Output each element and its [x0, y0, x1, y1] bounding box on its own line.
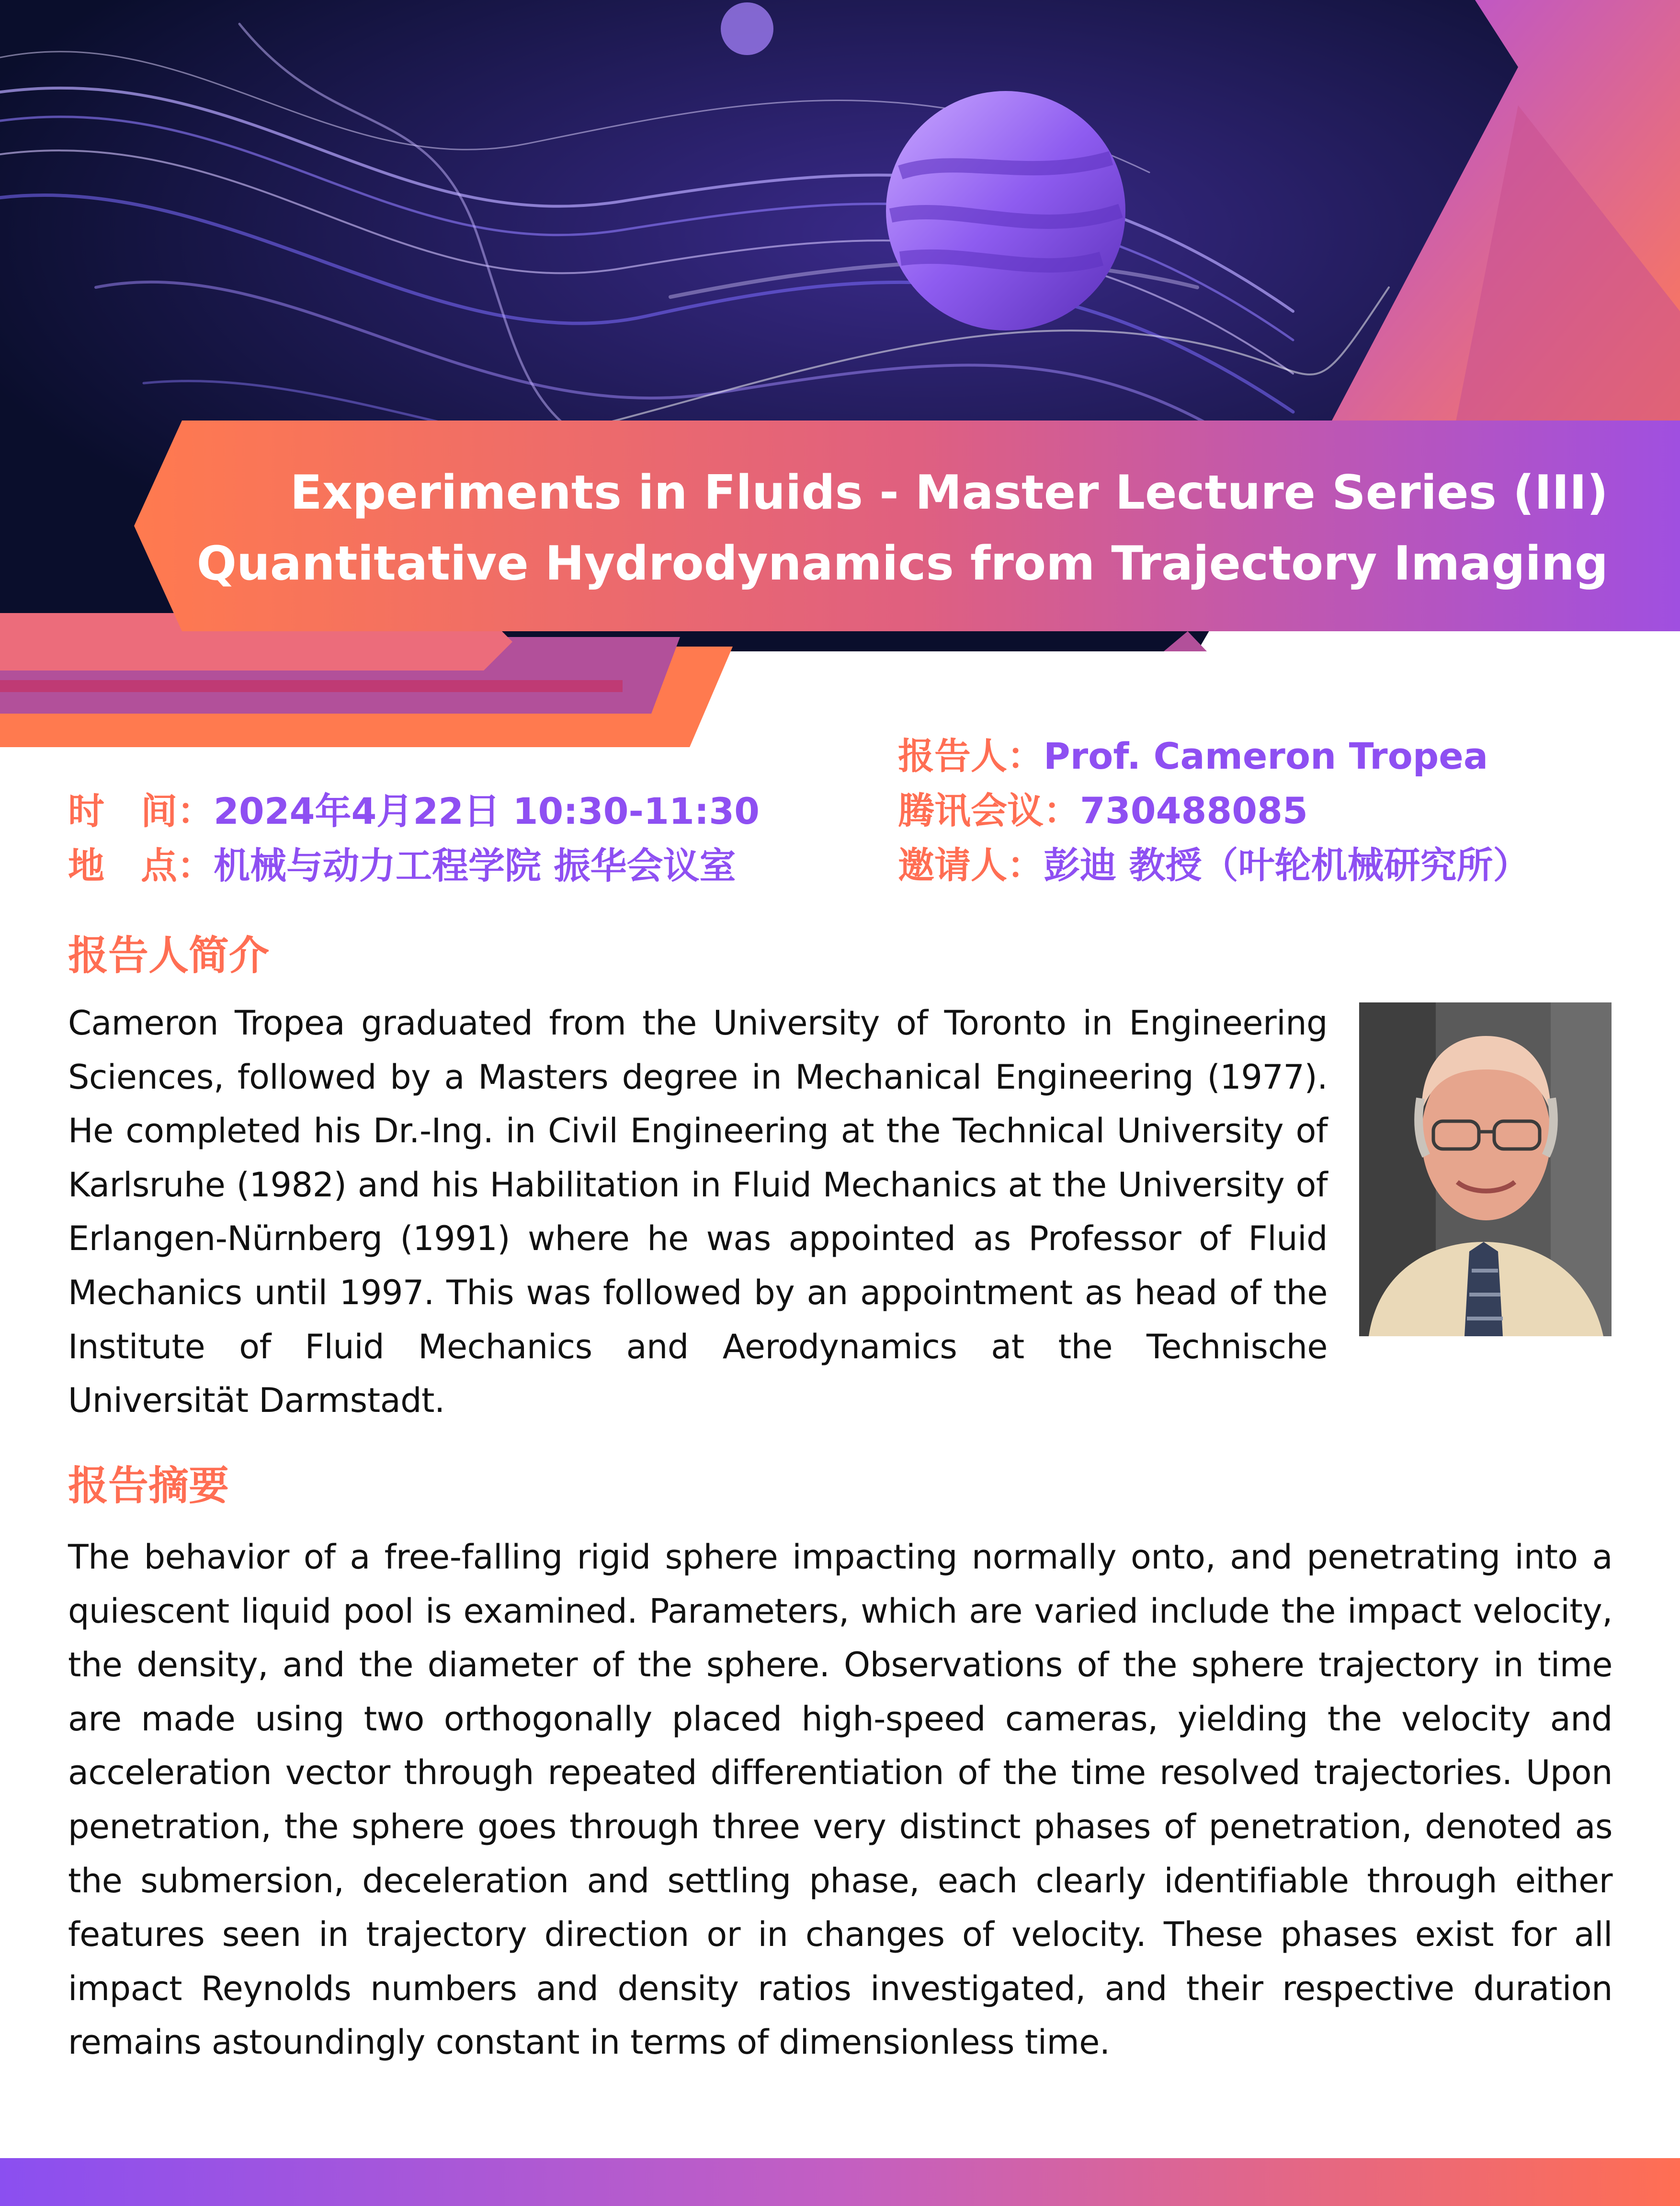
inviter-label: 邀请人： [898, 844, 1044, 887]
bio-text: Cameron Tropea graduated from the University of Toronto in Engineering Sciences, followed by a Masters degree in Mechanical Engineering (1977). He completed his Dr.-Ing. in Civil Engineering at the Technical University of Karlsruhe (1982) and his Habilitation in Fluid Mechanics at the University of Erlangen-Nürnberg (1991) where he was appointed as Professor of Fluid Mechanics until 1997. This was followed by an appointment as head of the Institute of Fluid Mechanics and Aerodynamics at the Technische Universität Darmstadt. [68, 1003, 1328, 1421]
inviter-row [898, 838, 1529, 893]
title-line-2: Quantitative Hydrodynamics from Trajectory Imaging [196, 536, 1608, 591]
speaker-label: 报告人： [898, 735, 1044, 777]
place-value: 机械与动力工程学院 振华会议室 [214, 844, 736, 887]
bio-heading: 报告人简介 [68, 932, 270, 979]
page-title [124, 457, 1608, 599]
time-label: 时 间： [68, 790, 214, 832]
time-value: 2024年4月22日 10:30-11:30 [214, 790, 760, 832]
footer-bar [0, 2158, 1680, 2206]
place-label: 地 点： [68, 844, 214, 887]
speaker-row [898, 729, 1529, 784]
info-right-column [898, 729, 1529, 893]
inviter-value: 彭迪 教授（叶轮机械研究所） [1044, 844, 1530, 887]
place-row [68, 839, 760, 893]
abstract-text: The behavior of a free-falling rigid sphere impacting normally onto, and penetrating into a quiescent liquid pool is examined. Parameters, which are varied include the impact velocity, the density, and the diameter of the sphere. Observations of the sphere trajectory in time are made using two orthogonally placed high-speed cameras, yielding the velocity and acceleration vector through repeated differentiation of the time resolved trajectories. Upon penetration, the sphere goes through three very distinct phases of penetration, denoted as the submersion, deceleration and settling phase, each clearly identifiable through either features seen in trajectory direction or in changes of velocity. These phases exist for all impact Reynolds numbers and density ratios investigated, and their respective duration remains astoundingly constant in terms of dimensionless time. [68, 1537, 1612, 2062]
info-left-column [68, 784, 760, 893]
tencent-label: 腾讯会议： [898, 789, 1080, 832]
header-banner [0, 0, 1680, 757]
speaker-value: Prof. Cameron Tropea [1044, 735, 1488, 777]
tencent-row [898, 784, 1529, 838]
speaker-photo [1359, 1002, 1612, 1336]
tencent-value: 730488085 [1080, 789, 1308, 832]
abstract-heading: 报告摘要 [68, 1462, 229, 1509]
time-row [68, 784, 760, 839]
title-line-1: Experiments in Fluids - Master Lecture Series (III) [290, 466, 1608, 520]
